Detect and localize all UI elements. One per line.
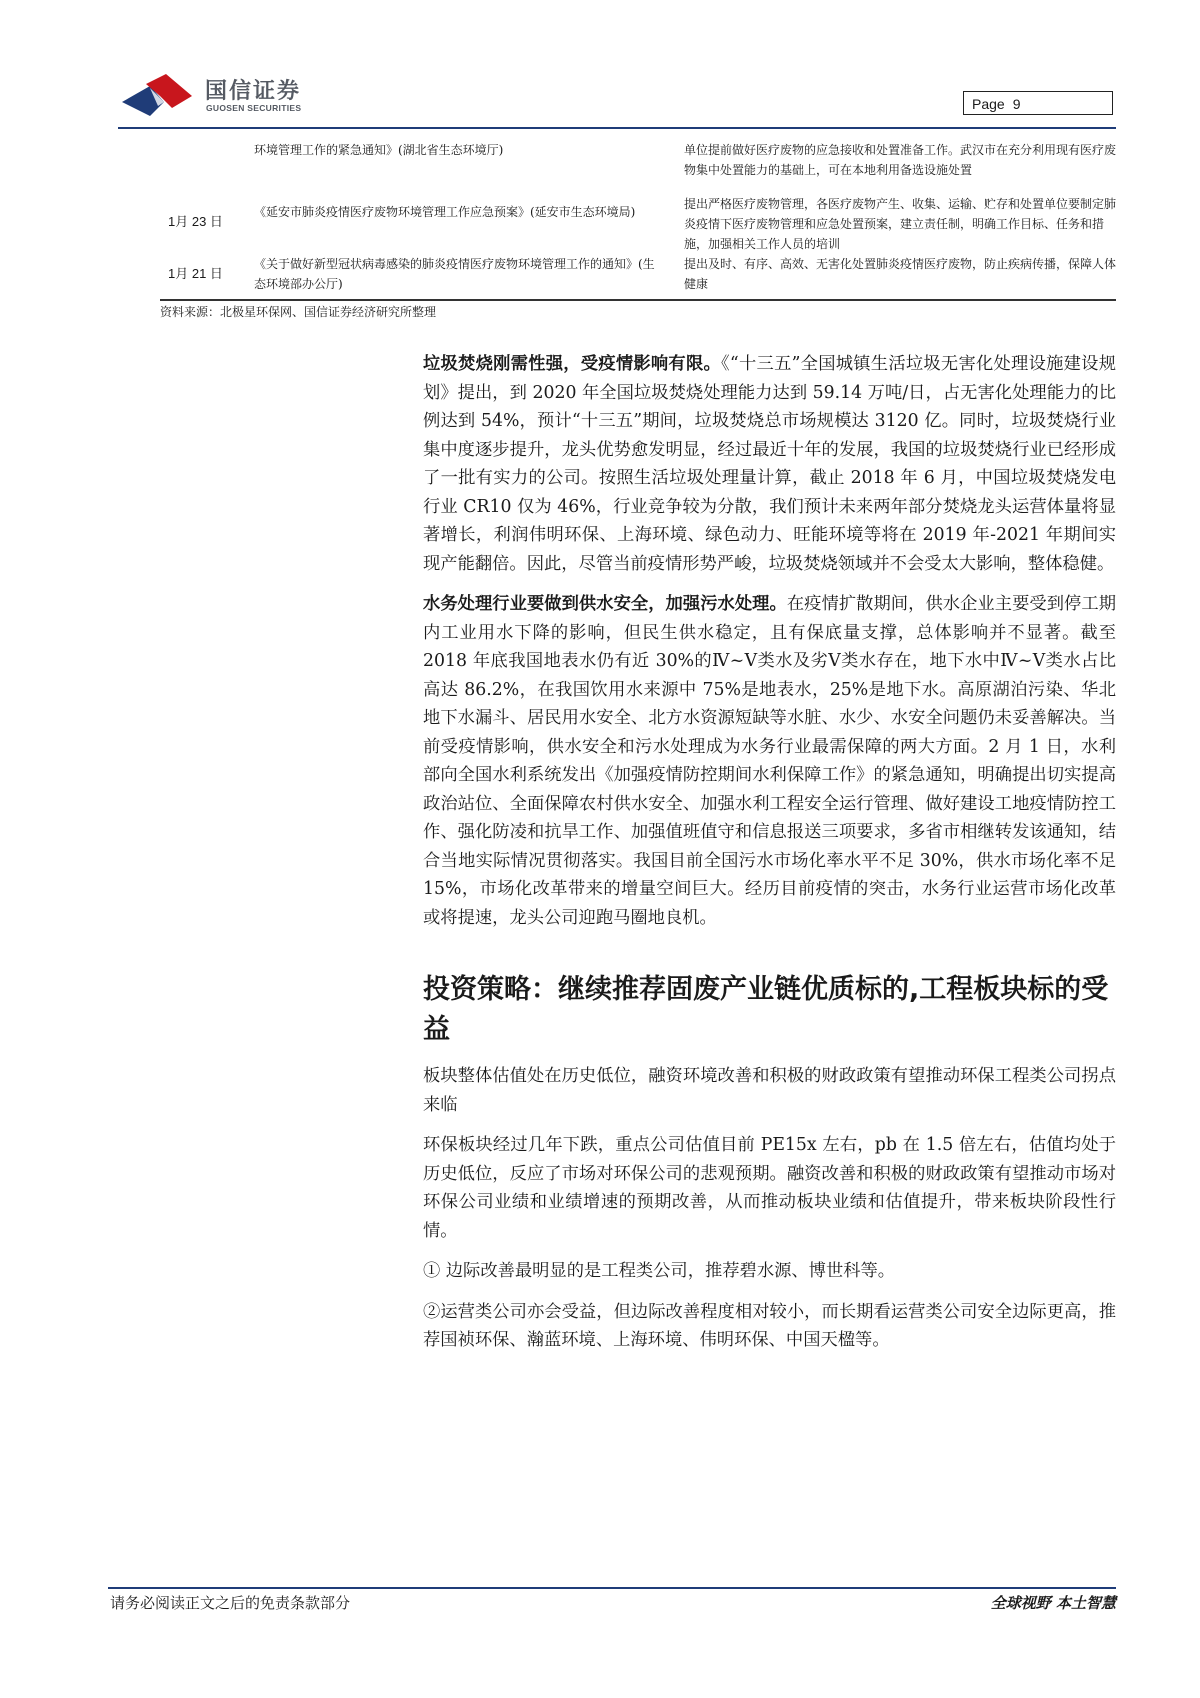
row-document: 环境管理工作的紧急通知》(湖北省生态环境厅) bbox=[254, 143, 504, 157]
paragraph-waste-incineration bbox=[423, 350, 1116, 578]
guosen-logo-icon bbox=[120, 72, 198, 122]
paragraph-body: 《“十三五”全国城镇生活垃圾无害化处理设施建设规划》提出，到 2020 年全国垃圾焚烧处理能力达到 59.14 万吨/日，占无害化处理能力的比例达到 54%，预计“十三五”期间，垃圾焚烧总市场规模达 3120 亿。同时，垃圾焚烧行业集中度逐步提升，龙头优势愈发明显，经过最近十年的发展，我国的垃圾焚烧行业已经形成了一批有实力的公司。按照生活垃圾处理量计算，截止 2018 年 6 月，中国垃圾焚烧发电行业 CR10 仅为 46%，行业竞争较为分散，我们预计未来两年部分焚烧龙头运营体量将显著增长，利润伟明环保、上海环境、绿色动力、旺能环境等将在 2019 年-2021 年期间实现产能翻倍。因此，尽管当前疫情形势严峻，垃圾焚烧领域并不会受太大影响，整体稳健。 bbox=[423, 354, 1116, 574]
header-divider bbox=[118, 127, 1116, 129]
footer-disclaimer: 请务必阅读正文之后的免责条款部分 bbox=[110, 1594, 351, 1612]
row-description: 提出及时、有序、高效、无害化处置肺炎疫情医疗废物，防止疾病传播，保障人体健康 bbox=[684, 257, 1117, 291]
paragraph-recommend-operations: ②运营类公司亦会受益，但边际改善程度相对较小，而长期看运营类公司安全边际更高，推荐国祯环保、瀚蓝环境、上海环境、伟明环保、中国天楹等。 bbox=[423, 1301, 1116, 1350]
row-date: 1月 21 日 bbox=[168, 266, 223, 281]
table-row bbox=[160, 254, 1116, 298]
row-date: 1月 23 日 bbox=[168, 214, 223, 229]
row-description: 单位提前做好医疗废物的应急接收和处置准备工作。武汉市在充分利用现有医疗废物集中处置能力的基础上，可在本地利用备选设施处置 bbox=[684, 143, 1117, 177]
page-number: 9 bbox=[1012, 96, 1021, 112]
footer-divider bbox=[108, 1587, 1116, 1589]
row-document: 《关于做好新型冠状病毒感染的肺炎疫情医疗废物环境管理工作的通知》(生态环境部办公厅) bbox=[254, 257, 655, 291]
paragraph-body: 在疫情扩散期间，供水企业主要受到停工期内工业用水下降的影响，但民生供水稳定，且有保底量支撑，总体影响并不显著。截至 2018 年底我国地表水仍有近 30%的Ⅳ~Ⅴ类水及劣Ⅴ类水存在，地下水中Ⅳ~Ⅴ类水占比高达 86.2%，在我国饮用水来源中 75%是地表水，25%是地下水。高原湖泊污染、华北地下水漏斗、居民用水安全、北方水资源短缺等水脏、水少、水安全问题仍未妥善解决。当前受疫情影响，供水安全和污水处理成为水务行业最需保障的两大方面。2 月 1 日，水利部向全国水利系统发出《加强疫情防控期间水利保障工作》的紧急通知，明确提出切实提高政治站位、全面保障农村供水安全、加强水利工程安全运行管理、做好建设工地疫情防控工作、强化防凌和抗旱工作、加强值班值守和信息报送三项要求，多省市相继转发该通知，结合当地实际情况贯彻落实。我国目前全国污水市场化率水平不足 30%，供水市场化率不足 15%，市场化改革带来的增量空间巨大。经历目前疫情的突击，水务行业运营市场化改革或将提速，龙头公司迎跑马圈地良机。 bbox=[423, 594, 1116, 928]
main-content bbox=[423, 350, 1116, 1367]
page-label: Page bbox=[972, 96, 1005, 112]
table-source: 资料来源：北极星环保网、国信证券经济研究所整理 bbox=[160, 305, 437, 319]
paragraph-recommend-engineering: ① 边际改善最明显的是工程类公司，推荐碧水源、博世科等。 bbox=[423, 1261, 896, 1281]
paragraph-lead: 垃圾焚烧刚需性强，受疫情影响有限。 bbox=[423, 354, 722, 374]
table-row bbox=[160, 194, 1116, 254]
paragraph-water-treatment bbox=[423, 590, 1116, 932]
policy-table bbox=[160, 140, 1116, 298]
logo-text-cn: 国信证券 bbox=[205, 79, 302, 104]
paragraph-lead: 水务处理行业要做到供水安全，加强污水处理。 bbox=[423, 594, 787, 614]
footer-slogan: 全球视野 本土智慧 bbox=[990, 1594, 1116, 1612]
page-indicator bbox=[963, 91, 1113, 115]
page-header bbox=[120, 70, 1116, 130]
row-document: 《延安市肺炎疫情医疗废物环境管理工作应急预案》(延安市生态环境局) bbox=[254, 205, 636, 219]
paragraph-summary: 板块整体估值处在历史低位，融资环境改善和积极的财政政策有望推动环保工程类公司拐点来临 bbox=[423, 1066, 1116, 1115]
section-heading: 投资策略：继续推荐固废产业链优质标的,工程板块标的受益 bbox=[423, 974, 1109, 1045]
table-bottom-rule bbox=[160, 299, 1116, 301]
logo-text-en: GUOSEN SECURITIES bbox=[206, 103, 302, 113]
row-description: 提出严格医疗废物管理，各医疗废物产生、收集、运输、贮存和处置单位要制定肺炎疫情下医疗废物管理和应急处置预案，建立责任制，明确工作目标、任务和措施，加强相关工作人员的培训 bbox=[684, 197, 1117, 251]
paragraph-valuation: 环保板块经过几年下跌，重点公司估值目前 PE15x 左右，pb 在 1.5 倍左右，估值均处于历史低位，反应了市场对环保公司的悲观预期。融资改善和积极的财政政策有望推动市场对环保公司业绩和业绩增速的预期改善，从而推动板块业绩和估值提升，带来板块阶段性行情。 bbox=[423, 1135, 1116, 1241]
table-row bbox=[160, 140, 1116, 194]
